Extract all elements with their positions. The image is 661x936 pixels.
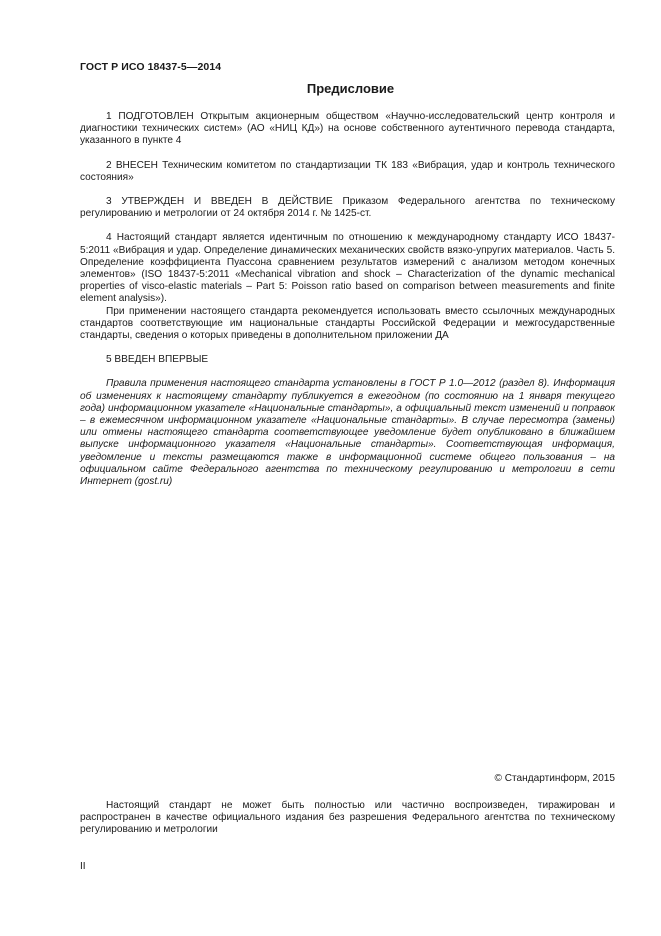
preface-body: [80, 111, 615, 488]
document-code: ГОСТ Р ИСО 18437-5—2014: [80, 61, 222, 73]
paragraph-identical: 4 Настоящий стандарт является идентичным по отношению к международному стандарту ИСО 18437-5:2011 «Вибрация и удар. Определение динамических механических свойств вязко-упругих материалов. Часть 5. Определение коэффициента Пуассона сравнением результатов измерений с анализом методом конечных элементов» (ISO 18437-5:2011 «Mechanical vibration and shock – Characterization of the dynamic mechanical properties of visco-elastic materials – Part 5: Poisson ratio based on comparison between measurements and finite element analysis»).: [80, 232, 615, 305]
reproduction-notice: Настоящий стандарт не может быть полностью или частично воспроизведен, тиражирован и распространен в качестве официального издания без разрешения Федерального агентства по техническому регулированию и метрологии: [80, 800, 615, 836]
copyright: © Стандартинформ, 2015: [494, 773, 615, 784]
paragraph-first-introduced: 5 ВВЕДЕН ВПЕРВЫЕ: [106, 354, 209, 366]
paragraph-rules: Правила применения настоящего стандарта установлены в ГОСТ Р 1.0—2012 (раздел 8). Информация об изменениях к настоящему стандарту публикуется в ежегодном (по состоянию на 1 января текущего года) информационном указателе «Национальные стандарты», а официальный текст изменений и поправок – в ежемесячном информационном указателе «Национальные стандарты». В случае пересмотра (замены) или отмены настоящего стандарта соответствующее уведомление будет опубликовано в ближайшем выпуске информационного указателя «Национальные стандарты». Соответствующая информация, уведомление и тексты размещаются также в информационной системе общего пользования – на официальном сайте Федерального агентства по техническому регулированию и метрологии в сети Интернет (gost.ru): [80, 378, 615, 488]
paragraph-prepared: 1 ПОДГОТОВЛЕН Открытым акционерным обществом «Научно-исследовательский центр контроля и диагностики технических систем» (АО «НИЦ КД») на основе собственного аутентичного перевода стандарта, указанного в пункте 4: [80, 111, 615, 147]
page-number: II: [80, 861, 86, 872]
page-title: Предисловие: [306, 81, 395, 96]
paragraph-introduced: 2 ВНЕСЕН Техническим комитетом по стандартизации ТК 183 «Вибрация, удар и контроль технического состояния»: [80, 159, 615, 183]
paragraph-references: При применении настоящего стандарта рекомендуется использовать вместо ссылочных международных стандартов соответствующие им национальные стандарты Российской Федерации и межгосударственные стандарты, сведения о которых приведены в дополнительном приложении ДА: [80, 305, 615, 342]
paragraph-approved: 3 УТВЕРЖДЕН И ВВЕДЕН В ДЕЙСТВИЕ Приказом Федерального агентства по техническому регулированию и метрологии от 24 октября 2014 г. № 1425-ст.: [80, 196, 615, 220]
